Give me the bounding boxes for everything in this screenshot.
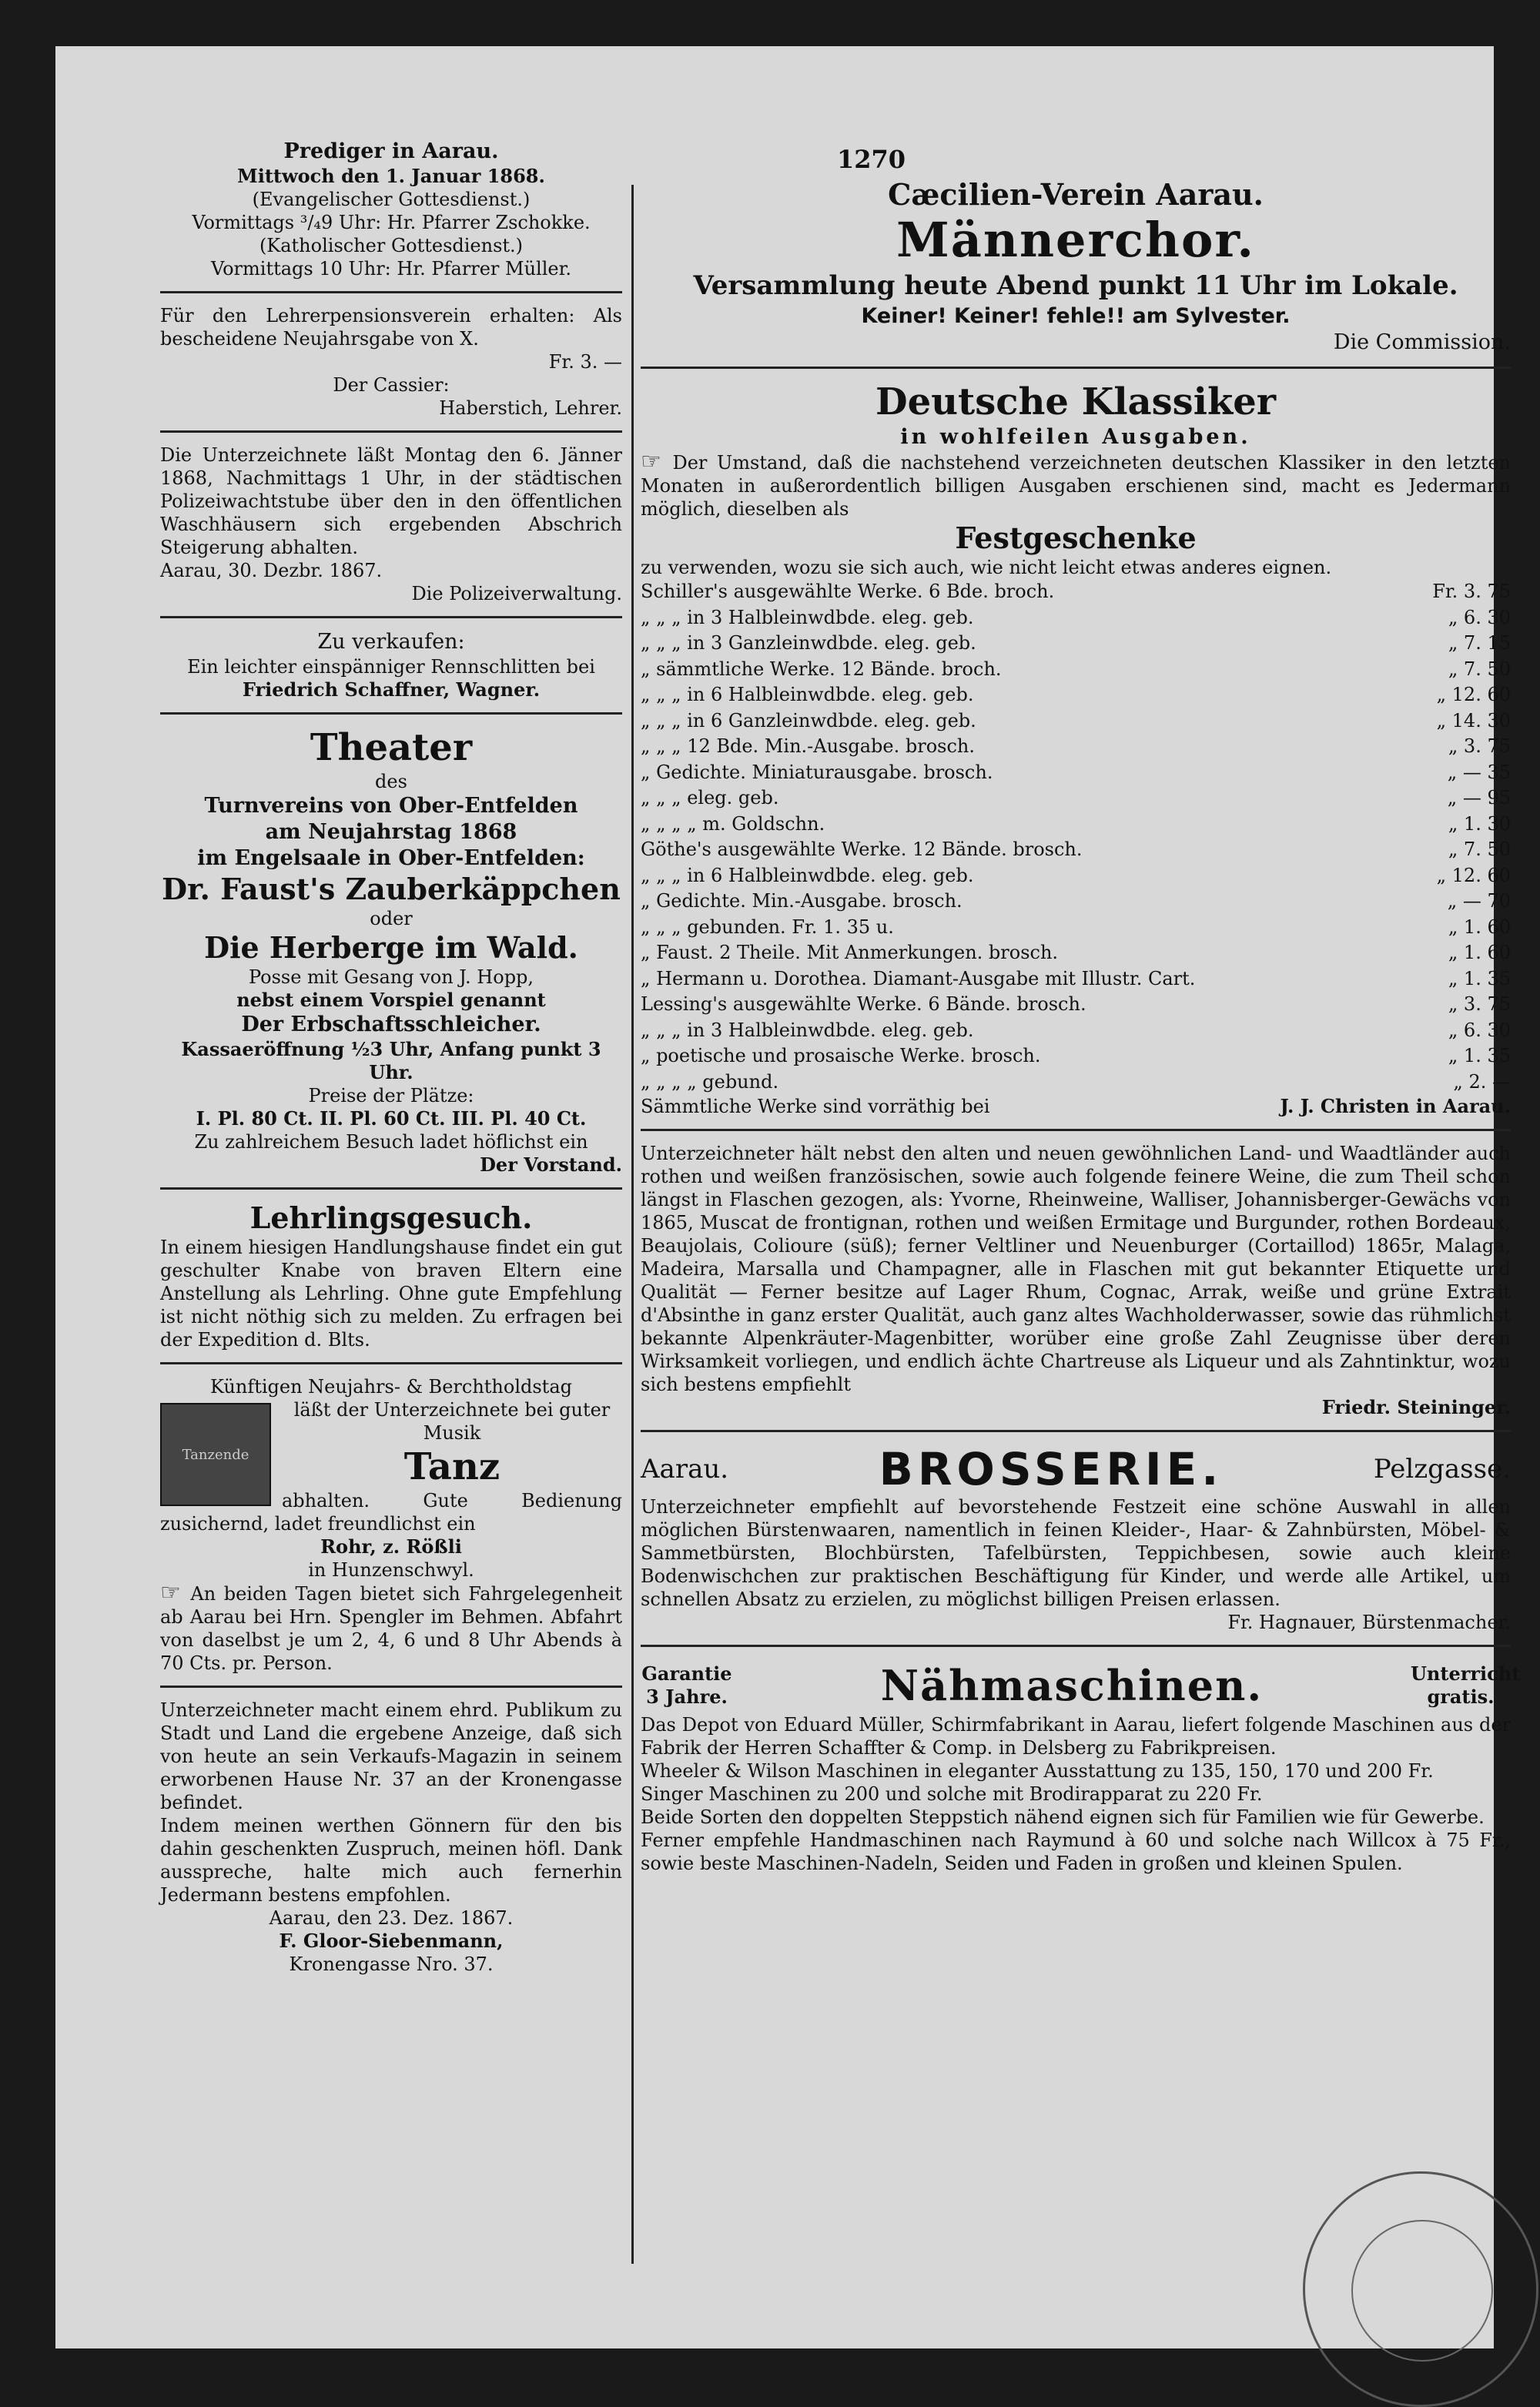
klassiker-item-title: „ „ „ 12 Bde. Min.-Ausgabe. brosch. xyxy=(641,735,975,757)
divider xyxy=(641,1645,1511,1647)
klassiker-item-title: „ „ „ in 3 Halbleinwdbde. eleg. geb. xyxy=(641,606,974,628)
theater-place: im Engelsaale in Ober-Entfelden: xyxy=(197,846,585,870)
klassiker-item-price: Fr. 3. 75 xyxy=(1432,581,1511,602)
klassiker-item xyxy=(641,708,1511,735)
divider xyxy=(160,712,622,715)
klassiker-item-title: Schiller's ausgewählte Werke. 6 Bde. broch. xyxy=(641,581,1055,602)
newspaper-page xyxy=(55,46,1521,2348)
divider xyxy=(160,1187,622,1190)
right-column xyxy=(641,139,1521,1875)
polizei-date: Aarau, 30. Dezbr. 1867. xyxy=(160,560,383,581)
wein-text: Unterzeichneter hält nebst den alten und neuen gewöhnlichen Land- und Waadtländer auch rothen und weißen französischen, sowie auch folgende feinere Weine, die zum Theil schon längst in Flaschen gezogen, als: Yvorne, Rheinweine, Walliser, Johannisberger-Gewächs von 1865, Muscat de frontignan, rothen und weißen Ermitage und Burgunder, rothen Bordeaux, Beaujolais, Colioure (süß); ferner Veltliner und Neuenburger (Cortaillod) 1865r, Malaga, Madeira, Marsalla und Champagner, alle in Flaschen mit gut bekannter Etiquette und Qualität — Ferner besitze auf Lager Rhum, Cognac, Arrak, weiße und grüne Extrait d'Absinthe in ganz erster Qualität, auch ganz altes Wachholderwasser, sowie das rühmlichst bekannte Alpenkräuter-Magenbitter, worüber eine große Zahl Zeugnisse über deren Wirksamkeit vorliegen, und endlich ächte Chartreuse als Liqueur und als Zahntinktur, wozu sich bestens empfiehlt xyxy=(641,1143,1511,1395)
naeh-title: Nähmaschinen. xyxy=(880,1661,1264,1710)
klassiker-item-price: „ 7. 15 xyxy=(1448,632,1511,654)
tanz-name: Rohr, z. Rößli xyxy=(320,1535,462,1558)
lehrer-notice xyxy=(160,304,622,420)
lehrling-title: Lehrlingsgesuch. xyxy=(249,1200,533,1235)
klassiker-footer xyxy=(641,1095,1511,1118)
theater-vorspiel: Der Erbschaftsschleicher. xyxy=(241,1013,541,1036)
theater-sign: Der Vorstand. xyxy=(480,1153,622,1176)
klassiker-item-price: „ 14. 30 xyxy=(1436,709,1511,731)
caecilien-ad xyxy=(641,177,1511,356)
polizei-text: Die Unterzeichnete läßt Montag den 6. Jänner 1868, Nachmittags 1 Uhr, in der städtischen Polizeiwachtstube über den in den öffentlichen Waschhäusern sich ergebenden Abschrich Steigerung abhalten. xyxy=(160,444,622,558)
verkauf-text2: Indem meinen werthen Gönnern für den bis dahin geschenkten Zuspruch, meinen höfl. Dank ausspreche, halte mich auch fernerhin Jedermann bestens empfohlen. xyxy=(160,1815,622,1906)
klassiker-item-title: „ „ „ in 3 Ganzleinwdbde. eleg. geb. xyxy=(641,632,976,654)
verkauf-date: Aarau, den 23. Dez. 1867. xyxy=(269,1907,514,1929)
theater-nebst: nebst einem Vorspiel genannt xyxy=(236,989,546,1011)
polizei-sign: Die Polizeiverwaltung. xyxy=(411,583,622,604)
klassiker-item-title: Göthe's ausgewählte Werke. 12 Bände. brosch. xyxy=(641,839,1083,860)
prediger-line: Vormittags ³/₄9 Uhr: Hr. Pfarrer Zschokke. xyxy=(192,212,591,233)
klassiker-ad xyxy=(641,380,1511,1118)
klassiker-item xyxy=(641,889,1511,915)
spacer xyxy=(641,139,1511,177)
prediger-line: Mittwoch den 1. Januar 1868. xyxy=(237,165,545,187)
caecilien-choir: Männerchor. xyxy=(896,212,1255,268)
tanz-note-text: An beiden Tagen bietet sich Fahrgelegenheit ab Aarau bei Hrn. Spengler im Behmen. Abfahrt von daselbst je um 2, 4, 6 und 8 Uhr Abends à 70 Cts. pr. Person. xyxy=(160,1583,622,1674)
brosserie-ad xyxy=(641,1443,1511,1634)
klassiker-item-title: „ „ „ „ gebund. xyxy=(641,1070,779,1093)
klassiker-item xyxy=(641,657,1511,683)
naeh-text1: Das Depot von Eduard Müller, Schirmfabrikant in Aarau, liefert folgende Maschinen aus der Fabrik der Herren Schaffter & Comp. in Delsberg zu Fabrikpreisen. xyxy=(641,1714,1511,1759)
divider xyxy=(160,1686,622,1688)
klassiker-item-title: „ „ „ in 6 Halbleinwdbde. eleg. geb. xyxy=(641,864,974,886)
klassiker-item xyxy=(641,734,1511,760)
tanz-line2: läßt der Unterzeichnete bei guter Musik xyxy=(293,1399,611,1444)
pointing-hand-icon: ☞ xyxy=(641,448,673,475)
klassiker-item xyxy=(641,1043,1511,1070)
prediger-line: Vormittags 10 Uhr: Hr. Pfarrer Müller. xyxy=(210,258,572,280)
klassiker-item xyxy=(641,1018,1511,1044)
naeh-singer: Singer Maschinen zu 200 und solche mit Brodirapparat zu 220 Fr. xyxy=(641,1783,1263,1805)
lehrling-text: In einem hiesigen Handlungshause findet ein gut geschulter Knabe von braven Eltern eine Anstellung als Lehrling. Ohne gute Empfehlung ist nicht nöthig sich zu melden. Zu erfragen bei der Expedition d. Blts. xyxy=(160,1237,622,1351)
pointing-hand-icon: ☞ xyxy=(160,1579,191,1606)
klassiker-item-price: „ — 95 xyxy=(1447,787,1511,808)
klassiker-item-title: „ Gedichte. Min.-Ausgabe. brosch. xyxy=(641,890,962,912)
klassiker-item xyxy=(641,579,1511,605)
tanz-title: Tanz xyxy=(403,1445,500,1488)
theater-title: Theater xyxy=(310,726,473,769)
prediger-line: (Evangelischer Gottesdienst.) xyxy=(252,189,531,210)
naeh-garantie: Garantie 3 Jahre. xyxy=(641,1662,732,1708)
klassiker-item-price: „ 6. 30 xyxy=(1448,606,1511,628)
klassiker-item-price: „ 1. 35 xyxy=(1448,967,1511,989)
theater-des: des xyxy=(375,771,407,792)
klassiker-item-title: „ Hermann u. Dorothea. Diamant-Ausgabe mit Illustr. Cart. xyxy=(641,967,1196,989)
tanz-line1: Künftigen Neujahrs- & Berchtholdstag xyxy=(210,1376,572,1398)
column-divider xyxy=(631,185,634,2264)
divider xyxy=(160,616,622,618)
library-stamp xyxy=(1303,2171,1538,2407)
naeh-unterricht: Unterricht gratis. xyxy=(1410,1662,1521,1708)
klassiker-item xyxy=(641,915,1511,941)
divider xyxy=(641,1430,1511,1432)
klassiker-item-price: „ 7. 50 xyxy=(1448,839,1511,860)
klassiker-item-price: „ 1. 30 xyxy=(1448,812,1511,835)
klassiker-item-price: „ — 35 xyxy=(1447,761,1511,783)
divider xyxy=(160,291,622,293)
brosserie-right: Pelzgasse. xyxy=(1373,1454,1511,1485)
klassiker-item-title: Lessing's ausgewählte Werke. 6 Bände. brosch. xyxy=(641,993,1086,1015)
polizei-notice xyxy=(160,444,622,605)
klassiker-footer-text: Sämmtliche Werke sind vorräthig bei xyxy=(641,1096,990,1117)
tanz-note xyxy=(160,1579,622,1675)
klassiker-item-price: „ 6. 30 xyxy=(1448,1019,1511,1041)
klassiker-item-price: „ — 70 xyxy=(1447,890,1511,912)
theater-preise: Preise der Plätze: xyxy=(308,1085,474,1106)
klassiker-item-price: „ 1. 60 xyxy=(1448,916,1511,938)
lehrer-cassier: Der Cassier: xyxy=(333,374,450,396)
caecilien-line: Versammlung heute Abend punkt 11 Uhr im Lokale. xyxy=(693,270,1458,301)
left-column xyxy=(160,139,622,1976)
prediger-line: (Katholischer Gottesdienst.) xyxy=(259,235,524,256)
tanz-place: in Hunzenschwyl. xyxy=(308,1559,474,1581)
klassiker-item-title: „ „ „ „ m. Goldschn. xyxy=(641,812,825,835)
klassiker-item xyxy=(641,837,1511,863)
klassiker-item xyxy=(641,992,1511,1018)
verkauf-text: Unterzeichneter macht einem ehrd. Publikum zu Stadt und Land die ergebene Anzeige, daß sich von heute an sein Verkaufs-Magazin in seinem erworbenen Hause Nr. 37 an der Kronengasse befindet. xyxy=(160,1699,622,1813)
lehrling-ad xyxy=(160,1200,622,1351)
theater-kasse: Kassaeröffnung ½3 Uhr, Anfang punkt 3 Uhr. xyxy=(181,1038,601,1083)
naeh-ad xyxy=(641,1658,1521,1875)
dancers-label: Tanzende xyxy=(182,1446,249,1463)
verkauf-ad xyxy=(160,1699,622,1976)
brosserie-left: Aarau. xyxy=(641,1454,729,1485)
verkaufen-text: Ein leichter einspänniger Rennschlitten bei xyxy=(187,656,595,678)
klassiker-item-title: „ „ „ in 6 Halbleinwdbde. eleg. geb. xyxy=(641,684,974,705)
klassiker-item xyxy=(641,812,1511,838)
lehrer-name: Haberstich, Lehrer. xyxy=(439,397,622,419)
klassiker-item xyxy=(641,863,1511,889)
brosserie-header xyxy=(641,1443,1511,1495)
klassiker-item-price: „ 12. 60 xyxy=(1436,864,1511,886)
brosserie-title: BROSSERIE. xyxy=(879,1443,1224,1495)
klassiker-item xyxy=(641,682,1511,708)
theater-play: Dr. Faust's Zauberkäppchen xyxy=(162,872,621,906)
klassiker-item-price: „ 1. 60 xyxy=(1448,942,1511,963)
caecilien-title: Cæcilien-Verein Aarau. xyxy=(888,177,1264,212)
klassiker-item xyxy=(641,966,1511,993)
lehrer-text: Für den Lehrerpensionsverein erhalten: Als bescheidene Neujahrsgabe von X. xyxy=(160,305,622,350)
klassiker-item-price: „ 3. 75 xyxy=(1448,993,1511,1015)
page-number: 1270 xyxy=(837,145,906,174)
tanz-text: abhalten. Gute Bedienung zusichernd, ladet freundlichst ein xyxy=(160,1490,622,1535)
lehrer-amount: Fr. 3. — xyxy=(548,351,622,373)
wein-sign: Friedr. Steininger. xyxy=(1321,1396,1511,1418)
verkaufen-title: Zu verkaufen: xyxy=(317,630,465,654)
klassiker-item-title: „ „ „ in 6 Ganzleinwdbde. eleg. geb. xyxy=(641,709,976,731)
tanz-ad xyxy=(160,1375,622,1675)
verkauf-name: F. Gloor-Siebenmann, xyxy=(279,1930,504,1952)
divider xyxy=(160,430,622,433)
klassiker-item xyxy=(641,605,1511,631)
klassiker-item xyxy=(641,631,1511,657)
klassiker-item xyxy=(641,940,1511,966)
theater-ad xyxy=(160,725,622,1177)
klassiker-item-title: „ „ „ gebunden. Fr. 1. 35 u. xyxy=(641,916,894,938)
naeh-beide: Beide Sorten den doppelten Steppstich nähend eignen sich für Familien wie für Gewerbe. xyxy=(641,1806,1485,1828)
klassiker-item xyxy=(641,1070,1511,1096)
klassiker-item-title: „ „ „ eleg. geb. xyxy=(641,787,779,808)
klassiker-item-title: „ Faust. 2 Theile. Mit Anmerkungen. brosch. xyxy=(641,942,1059,963)
theater-verein: Turnvereins von Ober-Entfelden xyxy=(204,794,578,818)
klassiker-item-price: „ 7. 50 xyxy=(1448,658,1511,680)
klassiker-item-price: „ 2. — xyxy=(1453,1070,1511,1093)
brosserie-text: Unterzeichneter empfiehlt auf bevorstehende Festzeit eine schöne Auswahl in allen möglichen Bürstenwaaren, namentlich in feinen Kleider-, Haar- & Zahnbürsten, Möbel- & Sammetbürsten, Blochbürsten, Tafelbürsten, Teppichbesen, sowie auch kleine Bodenwischchen zur praktischen Beschäftigung für Kinder, und werde alle Artikel, um schnellen Absatz zu erzielen, zu möglichst billigen Preisen erlassen. xyxy=(641,1496,1511,1610)
theater-besuch: Zu zahlreichem Besuch ladet höflichst ein xyxy=(194,1131,588,1153)
klassiker-title: Deutsche Klassiker xyxy=(875,380,1277,423)
caecilien-keiner: Keiner! Keiner! fehle!! am Sylvester. xyxy=(861,304,1291,328)
theater-plaetze: I. Pl. 80 Ct. II. Pl. 60 Ct. III. Pl. 40 Ct. xyxy=(196,1107,587,1130)
klassiker-item-price: „ 1. 35 xyxy=(1448,1045,1511,1066)
klassiker-item-title: „ poetische und prosaische Werke. brosch. xyxy=(641,1045,1041,1066)
prediger-notice xyxy=(160,139,622,280)
divider xyxy=(641,1129,1511,1131)
klassiker-subtitle: in wohlfeilen Ausgaben. xyxy=(900,425,1251,449)
klassiker-list xyxy=(641,579,1511,1095)
caecilien-sign: Die Commission. xyxy=(1333,330,1511,354)
theater-date: am Neujahrstag 1868 xyxy=(265,820,517,844)
prediger-title: Prediger in Aarau. xyxy=(283,139,499,163)
klassiker-item-price: „ 3. 75 xyxy=(1448,735,1511,757)
theater-oder: oder xyxy=(370,908,413,929)
klassiker-fest: Festgeschenke xyxy=(955,521,1197,555)
stamp-inner-ring xyxy=(1351,2220,1493,2362)
brosserie-sign: Fr. Hagnauer, Bürstenmacher. xyxy=(1227,1612,1511,1633)
naeh-header xyxy=(641,1658,1521,1713)
wein-ad xyxy=(641,1142,1511,1419)
naeh-ferner: Ferner empfehle Handmaschinen nach Raymund à 60 und solche nach Willcox à 75 Fr., sowie beste Maschinen-Nadeln, Seiden und Faden in großen und kleinen Spulen. xyxy=(641,1830,1511,1874)
klassiker-item-price: „ 12. 60 xyxy=(1436,684,1511,705)
klassiker-item-title: „ „ „ in 3 Halbleinwdbde. eleg. geb. xyxy=(641,1019,974,1041)
klassiker-intro-text: Der Umstand, daß die nachstehend verzeichneten deutschen Klassiker in den letzten Monaten in außerordentlich billigen Ausgaben erschienen sind, macht es Jedermann möglich, dieselben als xyxy=(641,452,1511,520)
divider xyxy=(160,1362,622,1364)
klassiker-item-title: „ sämmtliche Werke. 12 Bände. broch. xyxy=(641,658,1002,680)
klassiker-zu: zu verwenden, wozu sie sich auch, wie nicht leicht etwas anderes eignen. xyxy=(641,557,1332,578)
dancers-illustration xyxy=(160,1403,271,1506)
klassiker-item xyxy=(641,785,1511,812)
naeh-wheeler: Wheeler & Wilson Maschinen in eleganter Ausstattung zu 135, 150, 170 und 200 Fr. xyxy=(641,1760,1434,1782)
verkaufen-notice xyxy=(160,629,622,701)
klassiker-item xyxy=(641,760,1511,786)
klassiker-intro xyxy=(641,450,1511,521)
verkaufen-name: Friedrich Schaffner, Wagner. xyxy=(242,678,541,701)
theater-posse: Posse mit Gesang von J. Hopp, xyxy=(248,966,534,988)
divider xyxy=(641,367,1511,369)
klassiker-seller: J. J. Christen in Aarau. xyxy=(1280,1095,1511,1117)
theater-play2: Die Herberge im Wald. xyxy=(204,930,578,965)
verkauf-addr: Kronengasse Nro. 37. xyxy=(289,1953,494,1975)
klassiker-item-title: „ Gedichte. Miniaturausgabe. brosch. xyxy=(641,761,993,783)
